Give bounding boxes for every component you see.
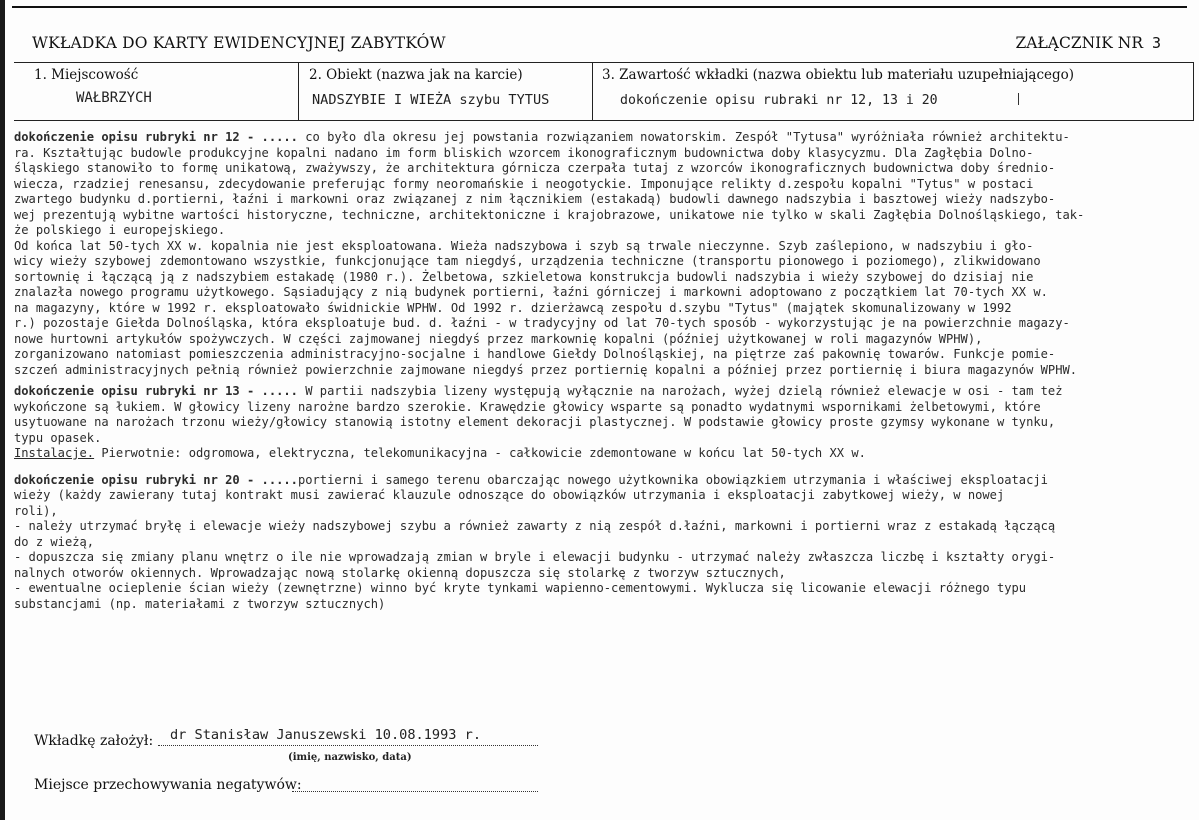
section20-line-text: wieży (każdy zawierany tutaj kontrakt musi zawierać klauzule odnoszące do obowiązków utrzymania i eksploatacji zabytkowej wieży, w nowej <box>14 488 1005 502</box>
section12-line <box>14 130 1194 146</box>
table-bottom-line <box>14 120 1194 121</box>
table-divider-2 <box>592 62 593 120</box>
object-value: NADSZYBIE I WIEŻA szybu TYTUS <box>312 92 550 108</box>
section12-line-text: zorganizowano natomiast pomieszczenia administracyjno-socjalne i handlowe Giełdy Dolnośląskiej, na piętrze zaś pakownię towarów. Funkcje pomie- <box>14 347 1056 361</box>
contents-value: dokończenie opisu rubraki nr 12, 13 i 20 <box>620 93 938 108</box>
section20-line <box>14 597 1194 613</box>
section13-line-text: wykończone są łukiem. W głowicy lizeny narożne bardzo szerokie. Krawędzie głowicy wsparte są ponadto wydatnymi wspornikami żelbetowymi, które <box>14 399 1041 414</box>
created-by-label: Wkładkę założył: <box>34 733 154 749</box>
location-value: WAŁBRZYCH <box>76 90 152 106</box>
section12-line <box>14 270 1194 286</box>
annex-label <box>1015 34 1161 52</box>
section20-line <box>14 519 1194 535</box>
section12-line-text: wiecza, rzadziej renesansu, zdecydowanie preferując formy neoromańskie i neogotyckie. Imponujące relikty d.zespołu kopalni "Tytus" w postaci <box>14 176 1034 191</box>
section12-line-text: że polskiego i europejskiego. <box>14 223 226 237</box>
section12-line <box>14 223 1194 239</box>
section13-line-text: typu opasek. <box>14 430 102 445</box>
field-tick-mark <box>1018 93 1019 105</box>
section20-line-text: portierni i samego terenu obarczając nowego użytkownika obowiązkiem utrzymania i właściwej eksploatacji <box>297 472 1048 487</box>
section20-line <box>14 488 1194 504</box>
installations-label: Instalacje. <box>14 446 95 460</box>
created-by-caption: (imię, nazwisko, data) <box>288 752 412 763</box>
table-top-line <box>14 62 1194 63</box>
section20-line <box>14 566 1194 582</box>
section20-line-text: nalnych otworów okiennych. Wprowadzając nową stolarkę okienną dopuszcza się stolarkę z tworzyw sztucznych, <box>14 565 786 580</box>
section12-line <box>14 332 1194 348</box>
section20-line-text: - ewentualne ocieplenie ścian wieży (zewnętrzne) winno być kryte tynkami wapienno-cementowymi. Wyklucza się licowanie elewacji różnego typu <box>14 581 1027 595</box>
section20-line-text: substancjami (np. materiałami z tworzyw sztucznych) <box>14 596 386 611</box>
section20-line <box>14 550 1194 566</box>
negatives-dotted-line <box>292 791 538 792</box>
section12-line <box>14 285 1194 301</box>
section20-line <box>14 504 1194 520</box>
section12-line-text: śląskiego stanowiło to formę unikatową, zważywszy, że architektura górnicza czerpała tutaj z wzorców ikonograficznych budownictwa doby średnio- <box>14 161 1056 175</box>
section13-line <box>14 415 1194 431</box>
section12-line <box>14 347 1194 363</box>
section-20 <box>14 473 1194 613</box>
section12-line <box>14 254 1194 270</box>
section20-line-text: do z wieżą, <box>14 534 95 549</box>
document-body <box>14 130 1194 612</box>
annex-number: 3 <box>1151 34 1161 52</box>
section13-line <box>14 400 1194 416</box>
section12-line-text: co było dla okresu jej powstania rozwiązaniem nowatorskim. Zespół "Tytusa" wyróżniała również architektu- <box>297 130 1070 144</box>
section12-line-text: na magazyny, które w 1992 r. eksploatowało świdnickie WPHW. Od 1992 r. dzierżawcą zespołu d.szybu "Tytus" (majątek skomunalizowany w 1992 <box>14 300 1012 315</box>
section12-line-text: nowe hurtowni artykułów spożywczych. W części zajmowanej niegdyś przez markownię kopalni (później użytkowanej w roli magazynów WPHW), <box>14 331 983 346</box>
section-12 <box>14 130 1194 378</box>
section20-line-text: - dopuszcza się zmiany planu wnętrz o ile nie wprowadzają zmian w bryle i elewacji budynku - utrzymać należy zwłaszcza liczbę i kształty orygi- <box>14 550 1056 564</box>
section12-line-text: Od końca lat 50-tych XX w. kopalnia nie jest eksploatowana. Wieża nadszybowa i szyb są trwale nieczynne. Szyb zaślepiono, w nadszybiu i gło- <box>14 238 1034 253</box>
section20-line-text: - należy utrzymać bryłę i elewacje wieży nadszybowej szybu a również zawarty z nią zespół d.łaźni, markowni i portierni wraz z estakadą łączącą <box>14 519 1056 533</box>
section12-line <box>14 363 1194 379</box>
section12-heading: dokończenie opisu rubryki nr 12 - ..... <box>14 130 298 144</box>
created-by-dotted-line <box>158 745 538 746</box>
top-border <box>12 6 1187 8</box>
section20-line <box>14 535 1194 551</box>
section13-line <box>14 384 1194 400</box>
section12-line <box>14 239 1194 255</box>
section20-heading: dokończenie opisu rubryki nr 20 - ..... <box>14 472 298 487</box>
section12-line-text: sortownię i łączącą ją z nadszybiem estakadę (1980 r.). Żelbetowa, szkieletowa konstrukcja budowli nadszybia i wieży szybowej do dzisiaj nie <box>14 269 1034 284</box>
table-right-edge <box>1193 62 1194 120</box>
section12-line-text: wicy wieży szybowej zdemontowano wszystkie, funkcjonujące tam niegdyś, urządzenia techniczne (transportu pionowego i poziomego), zlikwidowano <box>14 254 1041 268</box>
table-divider-1 <box>298 62 299 120</box>
object-label: 2. Obiekt (nazwa jak na karcie) <box>309 67 523 83</box>
section12-line-text: znalazła nowego programu użytkowego. Sąsiadujący z nią budynek portierni, łaźni górniczej i markowni adoptowano z początkiem lat 70-tych XX w. <box>14 285 1048 299</box>
section20-line <box>14 473 1194 489</box>
section12-line <box>14 161 1194 177</box>
installations-line <box>14 446 1194 462</box>
section12-line <box>14 316 1194 332</box>
negatives-location-label: Miejsce przechowywania negatywów: <box>34 777 302 793</box>
annex-label-text: ZAŁĄCZNIK NR <box>1015 34 1144 52</box>
scan-edge <box>0 0 5 820</box>
section20-line-text: roli), <box>14 503 58 518</box>
section13-heading: dokończenie opisu rubryki nr 13 - ..... <box>14 384 298 398</box>
section-13 <box>14 384 1194 446</box>
installations-text: Pierwotnie: odgromowa, elektryczna, telekomunikacyjna - całkowicie zdemontowane w końcu lat 50-tych XX w. <box>94 446 866 460</box>
section12-line <box>14 208 1194 224</box>
section12-line <box>14 177 1194 193</box>
section12-line-text: r.) pozostaje Giełda Dolnośląska, która eksploatuje bud. d. łaźni - w tradycyjny od lat 70-tych sposób - wykorzystując je na powierzchnie magazy- <box>14 316 1070 330</box>
section12-line-text: ra. Kształtując budowle produkcyjne kopalni nadano im form bliskich wzorcem ikonograficznym budownictwa doby klasycyzmu. Dla Zagłębia Dolno- <box>14 145 1034 160</box>
created-by-value: dr Stanisław Januszewski 10.08.1993 r. <box>170 727 481 743</box>
location-label: 1. Miejscowość <box>34 67 139 83</box>
section12-line-text: szczeń administracyjnych pełnią również powierzchnie zajmowane niegdyś przez portiernię kopalni a później przez portiernię i biura magazynów WPHW. <box>14 362 1078 377</box>
section20-line <box>14 581 1194 597</box>
section12-line <box>14 192 1194 208</box>
section12-line <box>14 301 1194 317</box>
section12-line-text: zwartego budynku d.portierni, łaźni i markowni oraz związanej z nim łącznikiem (estakadą) budowli dawnego nadszybia i basztowej wieży nadszybo- <box>14 192 1056 206</box>
document-title: WKŁADKA DO KARTY EWIDENCYJNEJ ZABYTKÓW <box>32 34 446 52</box>
contents-label: 3. Zawartość wkładki (nazwa obiektu lub materiału uzupełniającego) <box>602 67 1075 83</box>
section13-line <box>14 431 1194 447</box>
section13-line-text: usytuowane na narożach trzonu wieży/głowicy stanowią istotny element dekoracji plastycznej. W podstawie głowicy proste gzymsy wykonane w tynku, <box>14 415 1056 429</box>
section12-line-text: wej prezentują wybitne wartości historyczne, techniczne, architektoniczne i krajobrazowe, unikatowe nie tylko w skali Zagłębia Dolnośląskiego, tak- <box>14 207 1085 222</box>
section13-line-text: W partii nadszybia lizeny występują wyłącznie na narożach, wyżej dzielą również elewacje w osi - tam też <box>297 384 1063 398</box>
section12-line <box>14 146 1194 162</box>
